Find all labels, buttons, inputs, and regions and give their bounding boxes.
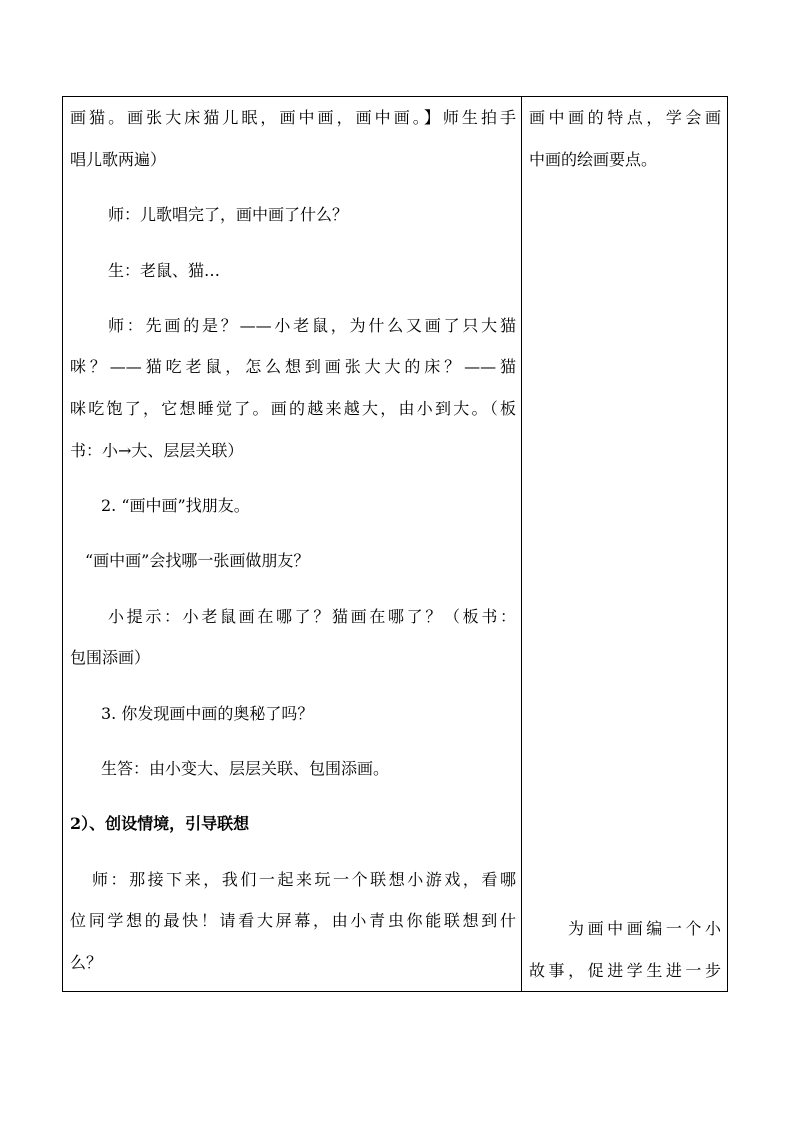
text-line: 书：小→大、层层关联） xyxy=(70,441,244,460)
note-line: 画中画的特点，学会画 xyxy=(529,108,721,127)
note-line: 中画的绘画要点。 xyxy=(529,150,658,169)
column-divider xyxy=(521,97,522,991)
text-line: 画猫。画张大床猫儿眠，画中画，画中画。】师生拍手 xyxy=(70,108,516,127)
lesson-plan-table xyxy=(62,96,728,992)
text-line: 师：那接下来，我们一起来玩一个联想小游戏，看哪 xyxy=(92,870,516,889)
text-line: 生：老鼠、猫… xyxy=(108,261,221,280)
text-line: 师：儿歌唱完了，画中画了什么？ xyxy=(108,205,349,224)
text-line: 小提示：小老鼠画在哪了？猫画在哪了？（板书： xyxy=(108,607,516,626)
note-line: 为画中画编一个小 xyxy=(568,919,721,938)
note-line: 故事，促进学生进一步 xyxy=(529,961,721,980)
text-line: 位同学想的最快！请看大屏幕，由小青虫你能联想到什 xyxy=(70,911,516,930)
text-line: 生答：由小变大、层层关联、包围添画。 xyxy=(101,759,390,778)
section-heading: 2）、创设情境，引导联想 xyxy=(70,814,250,833)
section-heading: 2. “画中画”找朋友。 xyxy=(101,496,250,515)
text-line: 咪？——猫吃老鼠，怎么想到画张大大的床？——猫 xyxy=(70,357,516,376)
text-line: 咪吃饱了，它想睡觉了。画的越来越大，由小到大。（板 xyxy=(70,399,516,418)
text-line: “画中画”会找哪一张画做朋友？ xyxy=(85,551,310,570)
text-line: 唱儿歌两遍） xyxy=(70,150,167,169)
text-line: 包围添画） xyxy=(70,648,151,667)
text-line: 么？ xyxy=(70,953,103,972)
section-heading: 3. 你发现画中画的奥秘了吗？ xyxy=(101,704,314,723)
text-line: 师：先画的是？——小老鼠，为什么又画了只大猫 xyxy=(108,316,516,335)
